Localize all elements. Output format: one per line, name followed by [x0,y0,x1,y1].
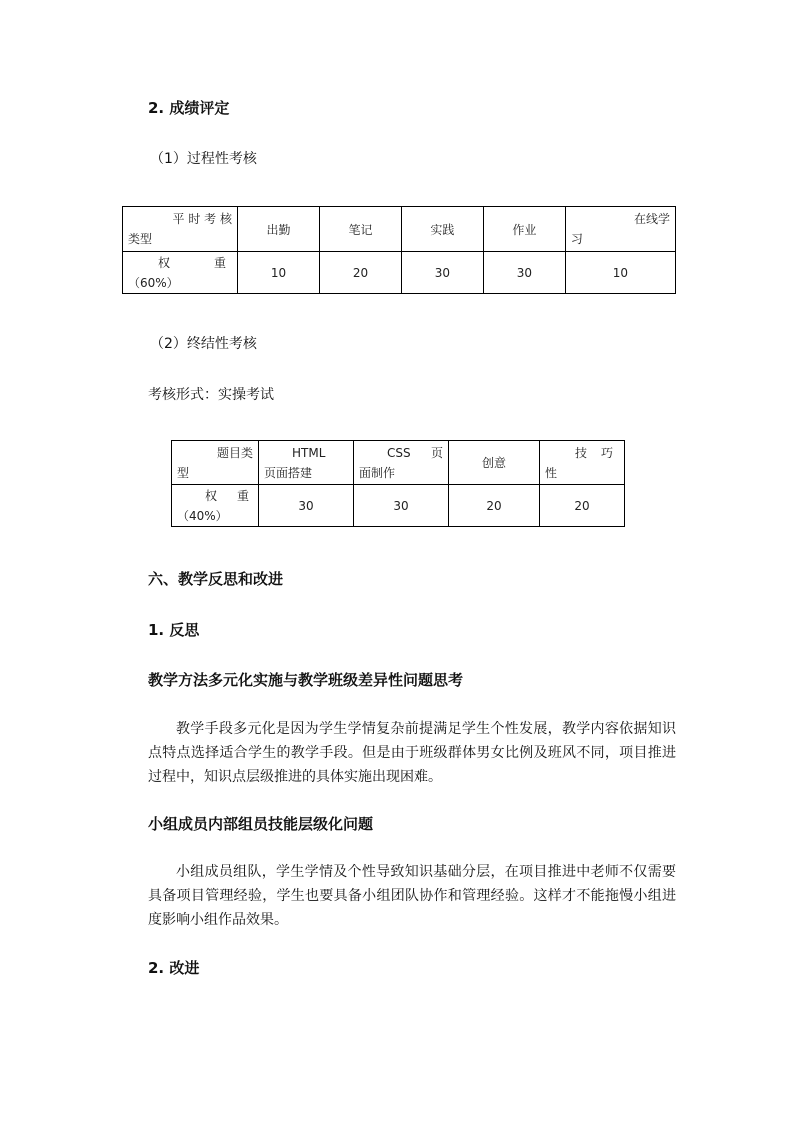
column-header [354,441,449,485]
column-header-part: 页 [430,445,443,460]
exam-form: 考核形式：实操考试 [148,387,274,403]
table-cell: 30 [259,485,354,527]
table-cell: 30 [354,485,449,527]
topic2-paragraph: 小组成员组队，学生学情及个性导致知识基础分层，在项目推进中老师不仅需要具备项目管理经验，学生也要具备小组团队协作和管理经验。这样才不能拖慢小组进度影响小组作品效果。 [148,864,676,928]
final-assessment-table [171,440,625,527]
process-assessment-title: （1）过程性考核 [150,151,257,167]
corner-header-top: 题目类 [216,445,253,460]
column-header: 出勤 [238,207,320,252]
column-header-line: HTML [292,445,326,460]
column-header: 创意 [449,441,540,485]
table-cell: 20 [449,485,540,527]
column-header [259,441,354,485]
column-header-line: 页面搭建 [264,465,313,480]
corner-header-top: 平 时 考 核 [172,212,232,226]
column-header: 笔记 [319,207,401,252]
corner-header-bottom: 型 [177,465,190,480]
weight-percent: （60%） [128,275,179,290]
column-header-line: 在线学 [633,212,670,226]
weight-label-b: 重 [213,255,226,270]
column-header-part: CSS [387,445,411,460]
weight-percent: （40%） [177,508,228,523]
column-header-part: 技 [575,445,588,460]
table-cell: 10 [565,252,675,294]
section-heading-reflection: 六、教学反思和改进 [148,570,284,588]
table-corner-cell [123,207,238,252]
weight-label-b: 重 [236,488,249,503]
table-cell: 10 [238,252,320,294]
weight-row-header [172,485,259,527]
column-header [565,207,675,252]
final-assessment-title: （2）终结性考核 [150,336,257,352]
weight-label-a: 权 [158,255,171,270]
corner-header-bottom: 类型 [128,232,153,246]
topic2-title: 小组成员内部组员技能层级化问题 [148,815,374,833]
weight-row-header [123,252,238,294]
process-assessment-table [122,206,676,294]
weight-label-a: 权 [205,488,218,503]
column-header-line: 性 [545,465,558,480]
topic1-paragraph: 教学手段多元化是因为学生学情复杂前提满足学生个性发展，教学内容依据知识点特点选择适合学生的教学手段。但是由于班级群体男女比例及班风不同，项目推进过程中，知识点层级推进的具体实施出现困难。 [148,721,676,785]
table-corner-cell [172,441,259,485]
column-header-line: 习 [570,232,583,246]
reflection-subheading: 1. 反思 [148,621,200,639]
column-header-line: 面制作 [359,465,396,480]
table-cell: 30 [483,252,565,294]
column-header: 作业 [483,207,565,252]
table-cell: 20 [319,252,401,294]
column-header: 实践 [401,207,483,252]
topic1-title: 教学方法多元化实施与教学班级差异性问题思考 [148,671,464,689]
grading-heading: 2. 成绩评定 [148,99,230,117]
column-header-part: 巧 [600,445,613,460]
table-cell: 20 [540,485,625,527]
column-header [540,441,625,485]
improvement-heading: 2. 改进 [148,959,200,977]
table-cell: 30 [401,252,483,294]
